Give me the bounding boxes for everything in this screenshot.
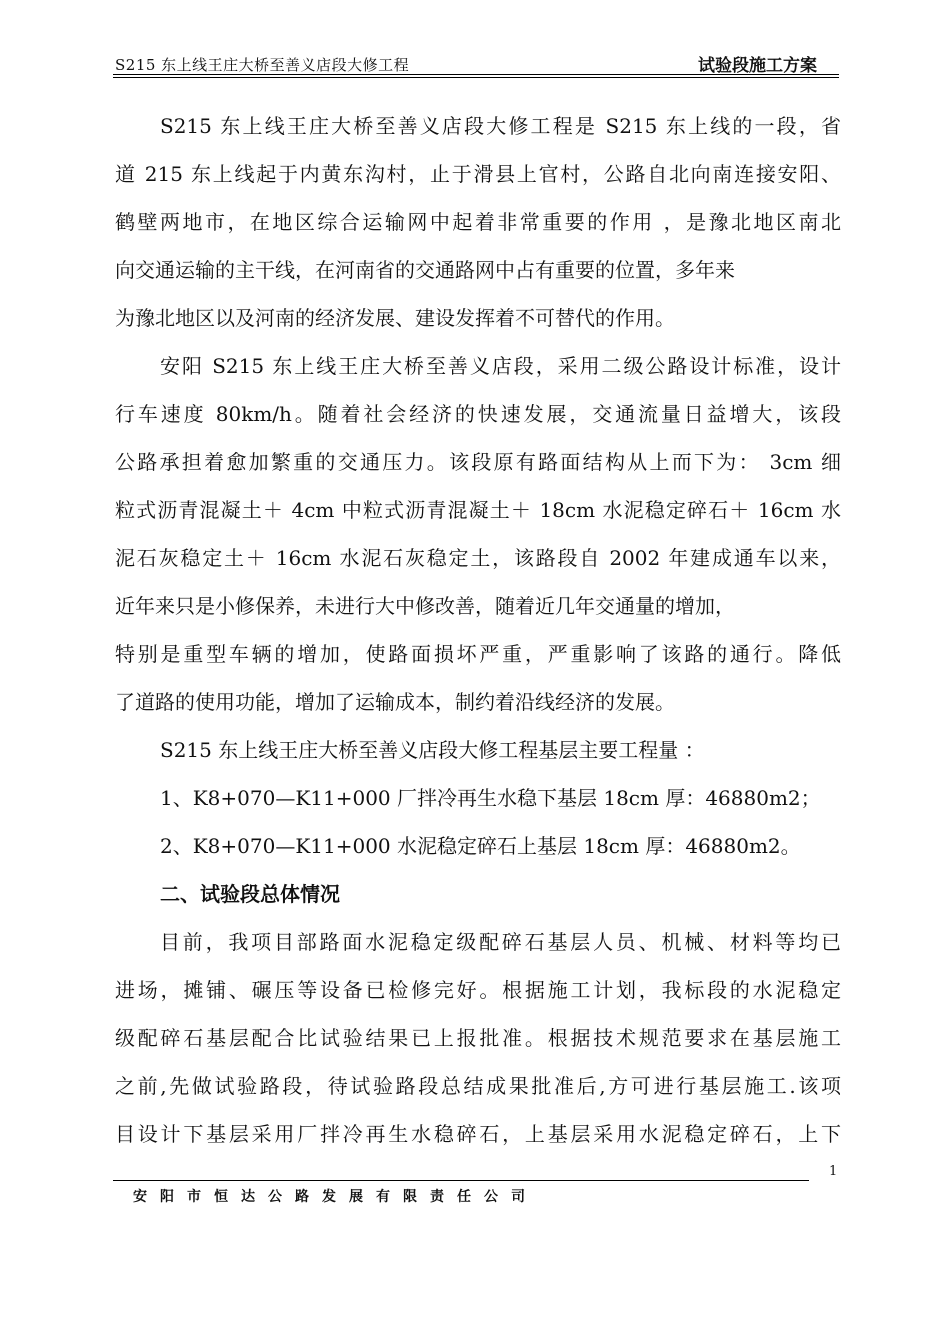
paragraph-line: 特别是重型车辆的增加，使路面损坏严重，严重影响了该路的通行。降低 [115, 642, 841, 666]
document-body [115, 102, 841, 1158]
section-heading: 二、试验段总体情况 [160, 882, 340, 906]
list-item: 2、K8+070—K11+000 水泥稳定碎石上基层 18cm 厚：46880m2。 [160, 834, 801, 858]
paragraph-line: S215 东上线王庄大桥至善义店段大修工程是 S215 东上线的一段，省 [160, 114, 841, 138]
page-number: 1 [829, 1164, 838, 1179]
paragraph-line: S215 东上线王庄大桥至善义店段大修工程基层主要工程量 ： [160, 738, 705, 762]
paragraph-line: 目前，我项目部路面水泥稳定级配碎石基层人员、机械、材料等均已 [160, 930, 841, 954]
paragraph-line: 目设计下基层采用厂拌冷再生水稳碎石，上基层采用水泥稳定碎石，上下 [115, 1122, 841, 1146]
paragraph-line: 公路承担着愈加繁重的交通压力。该段原有路面结构从上而下为： 3cm 细 [115, 450, 841, 474]
paragraph-line: 近年来只是小修保养，未进行大中修改善，随着近几年交通量的增加， [115, 594, 735, 618]
header-divider-thin [113, 77, 839, 78]
paragraph-line: 安阳 S215 东上线王庄大桥至善义店段，采用二级公路设计标准，设计 [160, 354, 841, 378]
paragraph-line: 鹤壁两地市，在地区综合运输网中起着非常重要的作用 ，是豫北地区南北 [115, 210, 841, 234]
paragraph-line: 了道路的使用功能，增加了运输成本，制约着沿线经济的发展。 [115, 690, 675, 714]
list-item: 1、K8+070—K11+000 厂拌冷再生水稳下基层 18cm 厚：46880m2； [160, 786, 821, 810]
header-divider [113, 74, 839, 75]
paragraph-line: 级配碎石基层配合比试验结果已上报批准。根据技术规范要求在基层施工 [115, 1026, 841, 1050]
paragraph-line: 粒式沥青混凝土＋ 4cm 中粒式沥青混凝土＋ 18cm 水泥稳定碎石＋ 16cm 水 [115, 498, 841, 522]
paragraph-line: 之前,先做试验路段，待试验路段总结成果批准后,方可进行基层施工.该项 [115, 1074, 841, 1098]
paragraph-line: 道 215 东上线起于内黄东沟村，止于滑县上官村，公路自北向南连接安阳、 [115, 162, 841, 186]
header-project-title: S215 东上线王庄大桥至善义店段大修工程 [115, 56, 410, 74]
paragraph-line: 进场，摊铺、碾压等设备已检修完好。根据施工计划，我标段的水泥稳定 [115, 978, 841, 1002]
footer-company-name: 安阳市恒达公路发展有限责任公司 [133, 1189, 538, 1205]
paragraph-line: 为豫北地区以及河南的经济发展、建设发挥着不可替代的作用。 [115, 306, 675, 330]
paragraph-line: 泥石灰稳定土＋ 16cm 水泥石灰稳定土，该路段自 2002 年建成通车以来， [115, 546, 841, 570]
paragraph-line: 行车速度 80km/h。随着社会经济的快速发展，交通流量日益增大，该段 [115, 402, 841, 426]
footer-divider [113, 1180, 809, 1181]
paragraph-line: 向交通运输的主干线，在河南省的交通路网中占有重要的位置，多年来 [115, 258, 735, 282]
header-document-type: 试验段施工方案 [698, 56, 817, 76]
